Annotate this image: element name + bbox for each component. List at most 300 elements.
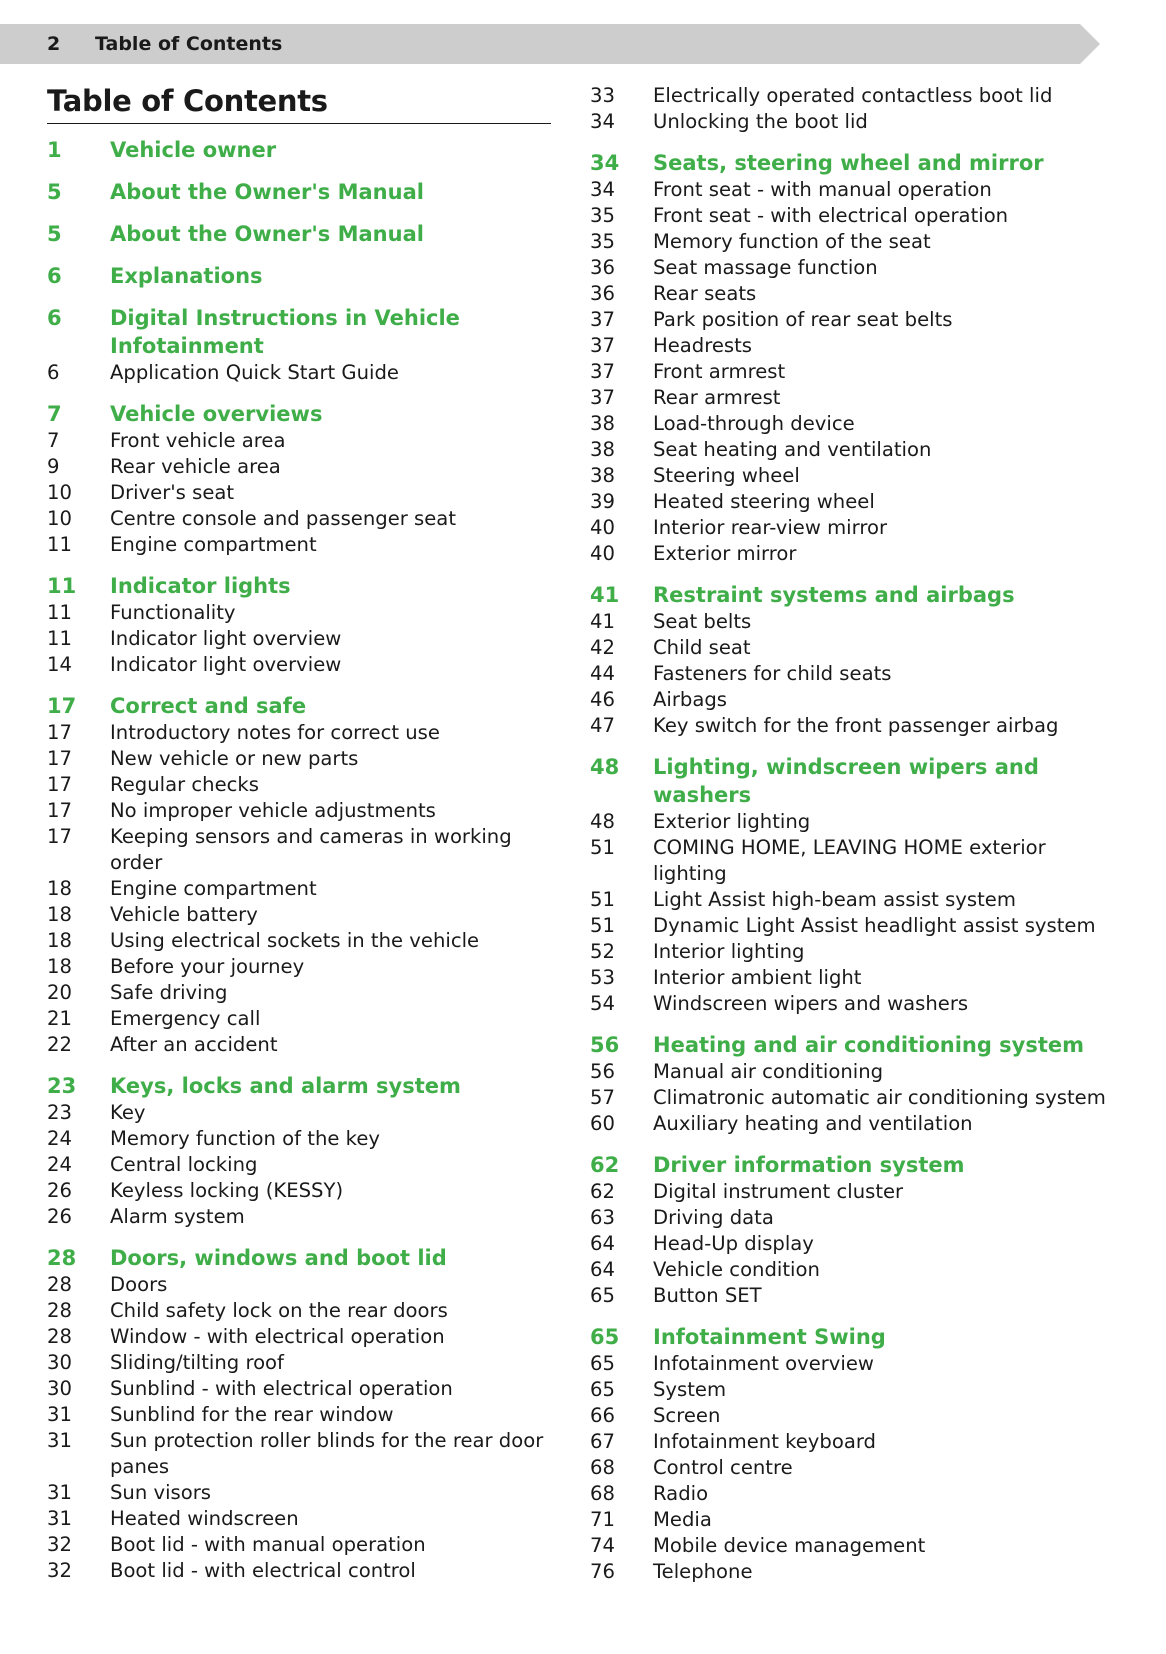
toc-page-number: 42: [590, 636, 615, 659]
toc-entry-title: Screen: [653, 1404, 721, 1427]
toc-entry-title: Telephone: [653, 1560, 753, 1583]
toc-entry-title: After an accident: [110, 1033, 278, 1056]
toc-entry-title: Seat belts: [653, 610, 752, 633]
page-title: Table of Contents: [47, 84, 328, 118]
toc-chapter-entry[interactable]: [47, 572, 567, 600]
toc-entry[interactable]: [590, 1059, 1110, 1085]
toc-entry[interactable]: [47, 1272, 567, 1298]
toc-entry-title: Sun protection roller blinds for the rear door panes: [110, 1429, 544, 1478]
toc-page-number: 24: [47, 1153, 72, 1176]
toc-entry[interactable]: [590, 203, 1110, 229]
toc-entry[interactable]: [47, 1558, 567, 1584]
toc-page-number: 64: [590, 1258, 615, 1281]
toc-entry[interactable]: [47, 720, 567, 746]
toc-entry[interactable]: [47, 1428, 567, 1480]
toc-page-number: 32: [47, 1559, 72, 1582]
toc-page-number: 40: [590, 516, 615, 539]
toc-page-number: 6: [47, 361, 60, 384]
toc-entry-title: Key: [110, 1101, 146, 1124]
toc-page-number: 38: [590, 464, 615, 487]
toc-entry-title: Boot lid - with manual operation: [110, 1533, 426, 1556]
toc-right-column: [590, 83, 1110, 1585]
toc-entry-title: Sliding/tilting roof: [110, 1351, 284, 1374]
toc-entry[interactable]: [590, 307, 1110, 333]
toc-entry-title: Boot lid - with electrical control: [110, 1559, 416, 1582]
toc-page-number: 30: [47, 1377, 72, 1400]
toc-page-number: 37: [590, 308, 615, 331]
toc-page-number: 41: [590, 610, 615, 633]
toc-page-number: 26: [47, 1205, 72, 1228]
toc-entry-title: Headrests: [653, 334, 753, 357]
toc-entry[interactable]: [47, 506, 567, 532]
toc-page-number: 32: [47, 1533, 72, 1556]
toc-entry[interactable]: [47, 532, 567, 558]
toc-page-number: 17: [47, 773, 72, 796]
toc-entry-title: Functionality: [110, 601, 236, 624]
toc-entry[interactable]: [47, 746, 567, 772]
toc-entry-title: Engine compartment: [110, 877, 317, 900]
toc-entry[interactable]: [590, 1403, 1110, 1429]
toc-entry[interactable]: [47, 798, 567, 824]
toc-entry[interactable]: [590, 1377, 1110, 1403]
toc-chapter-entry[interactable]: [47, 1244, 567, 1272]
toc-page-number: 68: [590, 1456, 615, 1479]
toc-entry[interactable]: [47, 626, 567, 652]
toc-page-number: 6: [47, 264, 62, 288]
toc-entry[interactable]: [47, 1350, 567, 1376]
toc-page-number: 17: [47, 825, 72, 848]
toc-page-number: 68: [590, 1482, 615, 1505]
toc-page-number: 7: [47, 402, 62, 426]
toc-entry-title: Exterior mirror: [653, 542, 797, 565]
toc-entry[interactable]: [47, 772, 567, 798]
toc-entry-title: Front seat - with electrical operation: [653, 204, 1009, 227]
toc-entry[interactable]: [47, 1324, 567, 1350]
toc-page-number: 22: [47, 1033, 72, 1056]
toc-page-number: 64: [590, 1232, 615, 1255]
toc-page-number: 6: [47, 306, 62, 330]
toc-entry-title: Steering wheel: [653, 464, 800, 487]
toc-entry[interactable]: [47, 454, 567, 480]
toc-page-number: 62: [590, 1180, 615, 1203]
toc-page-number: 17: [47, 747, 72, 770]
toc-entry[interactable]: [47, 1204, 567, 1230]
toc-entry-title: Heating and air conditioning system: [653, 1033, 1085, 1057]
toc-page-number: 18: [47, 929, 72, 952]
toc-entry[interactable]: [590, 661, 1110, 687]
toc-entry-title: Sunblind for the rear window: [110, 1403, 394, 1426]
toc-entry[interactable]: [590, 1481, 1110, 1507]
toc-chapter-entry[interactable]: [590, 581, 1110, 609]
toc-entry[interactable]: [590, 1257, 1110, 1283]
toc-page-number: 23: [47, 1074, 77, 1098]
toc-entry-title: Vehicle condition: [653, 1258, 820, 1281]
toc-page-number: 48: [590, 755, 620, 779]
toc-page-number: 37: [590, 386, 615, 409]
toc-entry[interactable]: [590, 1085, 1110, 1111]
toc-entry-title: Fasteners for child seats: [653, 662, 892, 685]
toc-entry-title: Emergency call: [110, 1007, 261, 1030]
toc-page-number: 51: [590, 914, 615, 937]
toc-chapter-entry[interactable]: [590, 1031, 1110, 1059]
toc-entry-title: Driver's seat: [110, 481, 235, 504]
toc-page-number: 37: [590, 334, 615, 357]
toc-entry[interactable]: [590, 255, 1110, 281]
toc-page-number: 37: [590, 360, 615, 383]
toc-entry[interactable]: [590, 991, 1110, 1017]
toc-page-number: 38: [590, 438, 615, 461]
toc-entry[interactable]: [47, 1376, 567, 1402]
toc-page-number: 11: [47, 533, 72, 556]
toc-page-number: 66: [590, 1404, 615, 1427]
toc-entry-title: Exterior lighting: [653, 810, 811, 833]
toc-page-number: 48: [590, 810, 615, 833]
toc-entry-title: Child seat: [653, 636, 751, 659]
toc-entry-title: Alarm system: [110, 1205, 245, 1228]
toc-page-number: 35: [590, 230, 615, 253]
toc-page-number: 5: [47, 222, 62, 246]
toc-entry-title: Vehicle owner: [110, 138, 277, 162]
toc-entry-title: Digital Instructions in Vehicle Infotainment: [110, 306, 460, 358]
toc-entry-title: Regular checks: [110, 773, 259, 796]
toc-entry-title: Heated steering wheel: [653, 490, 875, 513]
toc-entry-title: Safe driving: [110, 981, 228, 1004]
toc-entry[interactable]: [47, 1532, 567, 1558]
toc-entry-title: Central locking: [110, 1153, 258, 1176]
toc-entry-title: Load-through device: [653, 412, 855, 435]
toc-entry[interactable]: [590, 83, 1110, 109]
toc-entry[interactable]: [47, 876, 567, 902]
toc-page-number: 33: [590, 84, 615, 107]
toc-entry-title: Mobile device management: [653, 1534, 926, 1557]
toc-entry[interactable]: [590, 385, 1110, 411]
toc-chapter-entry[interactable]: [590, 1151, 1110, 1179]
toc-chapter-entry[interactable]: [47, 1072, 567, 1100]
toc-entry-title: Indicator lights: [110, 574, 291, 598]
toc-page-number: 67: [590, 1430, 615, 1453]
toc-page-number: 5: [47, 180, 62, 204]
toc-page-number: 38: [590, 412, 615, 435]
toc-entry[interactable]: [47, 1480, 567, 1506]
toc-page-number: 65: [590, 1325, 620, 1349]
toc-page-number: 31: [47, 1481, 72, 1504]
toc-entry-title: Engine compartment: [110, 533, 317, 556]
toc-page-number: 10: [47, 481, 72, 504]
toc-entry-title: Climatronic automatic air conditioning system: [653, 1086, 1106, 1109]
toc-page-number: 65: [590, 1378, 615, 1401]
toc-entry[interactable]: [590, 939, 1110, 965]
toc-entry-title: Explanations: [110, 264, 263, 288]
toc-page-number: 35: [590, 204, 615, 227]
toc-entry[interactable]: [47, 1402, 567, 1428]
toc-entry[interactable]: [590, 437, 1110, 463]
toc-entry-title: Seats, steering wheel and mirror: [653, 151, 1044, 175]
toc-page-number: 11: [47, 601, 72, 624]
toc-entry-title: Child safety lock on the rear doors: [110, 1299, 448, 1322]
toc-entry[interactable]: [47, 1126, 567, 1152]
toc-entry[interactable]: [590, 411, 1110, 437]
toc-page-number: 17: [47, 721, 72, 744]
toc-entry[interactable]: [590, 1205, 1110, 1231]
toc-entry[interactable]: [590, 965, 1110, 991]
toc-entry-title: Interior ambient light: [653, 966, 862, 989]
toc-page-number: 76: [590, 1560, 615, 1583]
toc-entry[interactable]: [590, 835, 1110, 887]
toc-chapter-entry[interactable]: [47, 178, 567, 206]
toc-entry-title: Light Assist high-beam assist system: [653, 888, 1016, 911]
toc-page-number: 34: [590, 178, 615, 201]
toc-entry[interactable]: [590, 713, 1110, 739]
toc-entry-title: About the Owner's Manual: [110, 222, 424, 246]
toc-entry[interactable]: [47, 428, 567, 454]
toc-page-number: 11: [47, 627, 72, 650]
toc-page-number: 30: [47, 1351, 72, 1374]
toc-page-number: 31: [47, 1403, 72, 1426]
toc-entry[interactable]: [590, 687, 1110, 713]
toc-chapter-entry[interactable]: [47, 136, 567, 164]
toc-entry[interactable]: [590, 913, 1110, 939]
toc-chapter-entry[interactable]: [47, 692, 567, 720]
toc-entry-title: Dynamic Light Assist headlight assist system: [653, 914, 1096, 937]
toc-entry[interactable]: [590, 515, 1110, 541]
toc-entry-title: Head-Up display: [653, 1232, 814, 1255]
header-section-title: Table of Contents: [95, 33, 283, 55]
toc-entry-title: Doors, windows and boot lid: [110, 1246, 447, 1270]
toc-page-number: 71: [590, 1508, 615, 1531]
toc-entry-title: System: [653, 1378, 727, 1401]
toc-chapter-entry[interactable]: [47, 262, 567, 290]
toc-page-number: 28: [47, 1299, 72, 1322]
toc-entry-title: Driving data: [653, 1206, 774, 1229]
toc-entry[interactable]: [47, 824, 567, 876]
toc-entry-title: Windscreen wipers and washers: [653, 992, 969, 1015]
toc-entry-title: Application Quick Start Guide: [110, 361, 399, 384]
toc-entry-title: Centre console and passenger seat: [110, 507, 456, 530]
toc-entry[interactable]: [590, 541, 1110, 567]
toc-page-number: 18: [47, 903, 72, 926]
toc-entry-title: Keyless locking (KESSY): [110, 1179, 344, 1202]
toc-page-number: 28: [47, 1246, 77, 1270]
toc-chapter-entry[interactable]: [590, 1323, 1110, 1351]
toc-page-number: 10: [47, 507, 72, 530]
toc-page-number: 53: [590, 966, 615, 989]
toc-entry[interactable]: [590, 1429, 1110, 1455]
toc-entry-title: Front seat - with manual operation: [653, 178, 992, 201]
toc-page-number: 52: [590, 940, 615, 963]
toc-entry[interactable]: [47, 1178, 567, 1204]
toc-entry[interactable]: [590, 887, 1110, 913]
toc-chapter-entry[interactable]: [47, 400, 567, 428]
header-page-number: 2: [47, 33, 61, 55]
toc-entry-title: Doors: [110, 1273, 168, 1296]
toc-entry[interactable]: [590, 1507, 1110, 1533]
toc-entry-title: Keeping sensors and cameras in working order: [110, 825, 512, 874]
toc-page-number: 46: [590, 688, 615, 711]
toc-entry-title: Rear vehicle area: [110, 455, 281, 478]
toc-entry[interactable]: [590, 609, 1110, 635]
toc-entry[interactable]: [590, 1455, 1110, 1481]
toc-page-number: 34: [590, 110, 615, 133]
toc-page-number: 54: [590, 992, 615, 1015]
toc-entry[interactable]: [47, 1298, 567, 1324]
toc-entry[interactable]: [47, 1006, 567, 1032]
toc-entry-title: Seat massage function: [653, 256, 878, 279]
toc-page-number: 63: [590, 1206, 615, 1229]
toc-entry[interactable]: [590, 177, 1110, 203]
toc-entry[interactable]: [590, 463, 1110, 489]
toc-page-number: 40: [590, 542, 615, 565]
toc-page-number: 7: [47, 429, 60, 452]
toc-entry-title: Digital instrument cluster: [653, 1180, 904, 1203]
toc-entry[interactable]: [590, 1231, 1110, 1257]
toc-page-number: 31: [47, 1429, 72, 1452]
toc-entry-title: Media: [653, 1508, 712, 1531]
toc-entry-title: Restraint systems and airbags: [653, 583, 1015, 607]
toc-entry-title: Infotainment keyboard: [653, 1430, 876, 1453]
toc-entry[interactable]: [590, 1559, 1110, 1585]
toc-entry-title: Heated windscreen: [110, 1507, 299, 1530]
toc-page-number: 28: [47, 1273, 72, 1296]
toc-entry[interactable]: [47, 902, 567, 928]
toc-entry-title: Unlocking the boot lid: [653, 110, 868, 133]
toc-entry[interactable]: [47, 1506, 567, 1532]
toc-page-number: 74: [590, 1534, 615, 1557]
toc-entry[interactable]: [47, 600, 567, 626]
toc-page-number: 20: [47, 981, 72, 1004]
toc-entry-title: Electrically operated contactless boot lid: [653, 84, 1053, 107]
toc-chapter-entry[interactable]: [590, 149, 1110, 177]
toc-page-number: 26: [47, 1179, 72, 1202]
toc-entry[interactable]: [590, 489, 1110, 515]
toc-chapter-entry[interactable]: [47, 220, 567, 248]
toc-page-number: 17: [47, 799, 72, 822]
toc-left-column: [47, 136, 567, 1584]
toc-entry[interactable]: [47, 652, 567, 678]
toc-entry-title: Rear armrest: [653, 386, 781, 409]
toc-entry-title: Using electrical sockets in the vehicle: [110, 929, 480, 952]
toc-entry-title: Driver information system: [653, 1153, 965, 1177]
title-divider: [47, 123, 551, 124]
toc-entry[interactable]: [590, 1533, 1110, 1559]
toc-page-number: 65: [590, 1284, 615, 1307]
toc-page-number: 47: [590, 714, 615, 737]
toc-entry[interactable]: [47, 928, 567, 954]
toc-entry[interactable]: [590, 281, 1110, 307]
toc-page-number: 65: [590, 1352, 615, 1375]
toc-page-number: 14: [47, 653, 72, 676]
toc-entry[interactable]: [590, 333, 1110, 359]
toc-entry-title: Lighting, windscreen wipers and washers: [653, 755, 1039, 807]
toc-entry-title: Button SET: [653, 1284, 762, 1307]
toc-page-number: 57: [590, 1086, 615, 1109]
toc-page-number: 51: [590, 836, 615, 859]
toc-entry-title: No improper vehicle adjustments: [110, 799, 436, 822]
toc-entry-title: Before your journey: [110, 955, 305, 978]
toc-entry-title: Park position of rear seat belts: [653, 308, 953, 331]
toc-entry[interactable]: [47, 1100, 567, 1126]
toc-page-number: 56: [590, 1033, 620, 1057]
toc-entry-title: Interior rear-view mirror: [653, 516, 887, 539]
toc-page-number: 23: [47, 1101, 72, 1124]
toc-entry-title: Radio: [653, 1482, 709, 1505]
toc-entry-title: Control centre: [653, 1456, 793, 1479]
toc-chapter-entry[interactable]: [590, 753, 1110, 809]
toc-page-number: 39: [590, 490, 615, 513]
toc-entry[interactable]: [47, 480, 567, 506]
toc-page-number: 9: [47, 455, 60, 478]
toc-entry-title: Rear seats: [653, 282, 757, 305]
toc-entry-title: New vehicle or new parts: [110, 747, 359, 770]
toc-page-number: 44: [590, 662, 615, 685]
toc-page-number: 21: [47, 1007, 72, 1030]
toc-entry[interactable]: [47, 980, 567, 1006]
toc-entry-title: Sun visors: [110, 1481, 212, 1504]
toc-entry-title: Window - with electrical operation: [110, 1325, 445, 1348]
toc-entry[interactable]: [590, 1179, 1110, 1205]
toc-entry-title: Vehicle overviews: [110, 402, 323, 426]
toc-page-number: 36: [590, 256, 615, 279]
toc-entry[interactable]: [590, 109, 1110, 135]
toc-page-number: 1: [47, 138, 62, 162]
toc-entry-title: Front vehicle area: [110, 429, 286, 452]
toc-page-number: 56: [590, 1060, 615, 1083]
toc-entry-title: Vehicle battery: [110, 903, 258, 926]
toc-page-number: 11: [47, 574, 77, 598]
toc-page-number: 28: [47, 1325, 72, 1348]
toc-entry[interactable]: [47, 1152, 567, 1178]
toc-entry-title: Introductory notes for correct use: [110, 721, 440, 744]
toc-entry-title: Infotainment Swing: [653, 1325, 886, 1349]
toc-entry-title: Keys, locks and alarm system: [110, 1074, 461, 1098]
toc-entry[interactable]: [590, 229, 1110, 255]
toc-page-number: 41: [590, 583, 620, 607]
toc-entry[interactable]: [590, 1111, 1110, 1137]
toc-entry[interactable]: [590, 359, 1110, 385]
toc-page-number: 36: [590, 282, 615, 305]
toc-page-number: 17: [47, 694, 77, 718]
toc-entry-title: Auxiliary heating and ventilation: [653, 1112, 973, 1135]
toc-page-number: 18: [47, 955, 72, 978]
toc-page-number: 34: [590, 151, 620, 175]
toc-entry[interactable]: [590, 635, 1110, 661]
toc-chapter-entry[interactable]: [47, 304, 567, 360]
toc-entry[interactable]: [47, 1032, 567, 1058]
toc-entry-title: Manual air conditioning: [653, 1060, 884, 1083]
toc-entry[interactable]: [590, 809, 1110, 835]
toc-entry-title: About the Owner's Manual: [110, 180, 424, 204]
toc-entry[interactable]: [590, 1283, 1110, 1309]
toc-entry-title: Sunblind - with electrical operation: [110, 1377, 453, 1400]
toc-page-number: 24: [47, 1127, 72, 1150]
toc-page-number: 18: [47, 877, 72, 900]
toc-entry-title: COMING HOME, LEAVING HOME exterior lighting: [653, 836, 1046, 885]
toc-entry-title: Memory function of the key: [110, 1127, 380, 1150]
toc-entry[interactable]: [47, 360, 567, 386]
toc-page-number: 62: [590, 1153, 620, 1177]
toc-entry-title: Indicator light overview: [110, 627, 342, 650]
toc-entry-title: Seat heating and ventilation: [653, 438, 932, 461]
toc-entry[interactable]: [590, 1351, 1110, 1377]
toc-entry[interactable]: [47, 954, 567, 980]
toc-entry-title: Interior lighting: [653, 940, 805, 963]
toc-entry-title: Infotainment overview: [653, 1352, 874, 1375]
toc-page-number: 60: [590, 1112, 615, 1135]
toc-page-number: 31: [47, 1507, 72, 1530]
toc-entry-title: Key switch for the front passenger airbag: [653, 714, 1059, 737]
toc-entry-title: Airbags: [653, 688, 727, 711]
toc-page-number: 51: [590, 888, 615, 911]
toc-entry-title: Memory function of the seat: [653, 230, 931, 253]
